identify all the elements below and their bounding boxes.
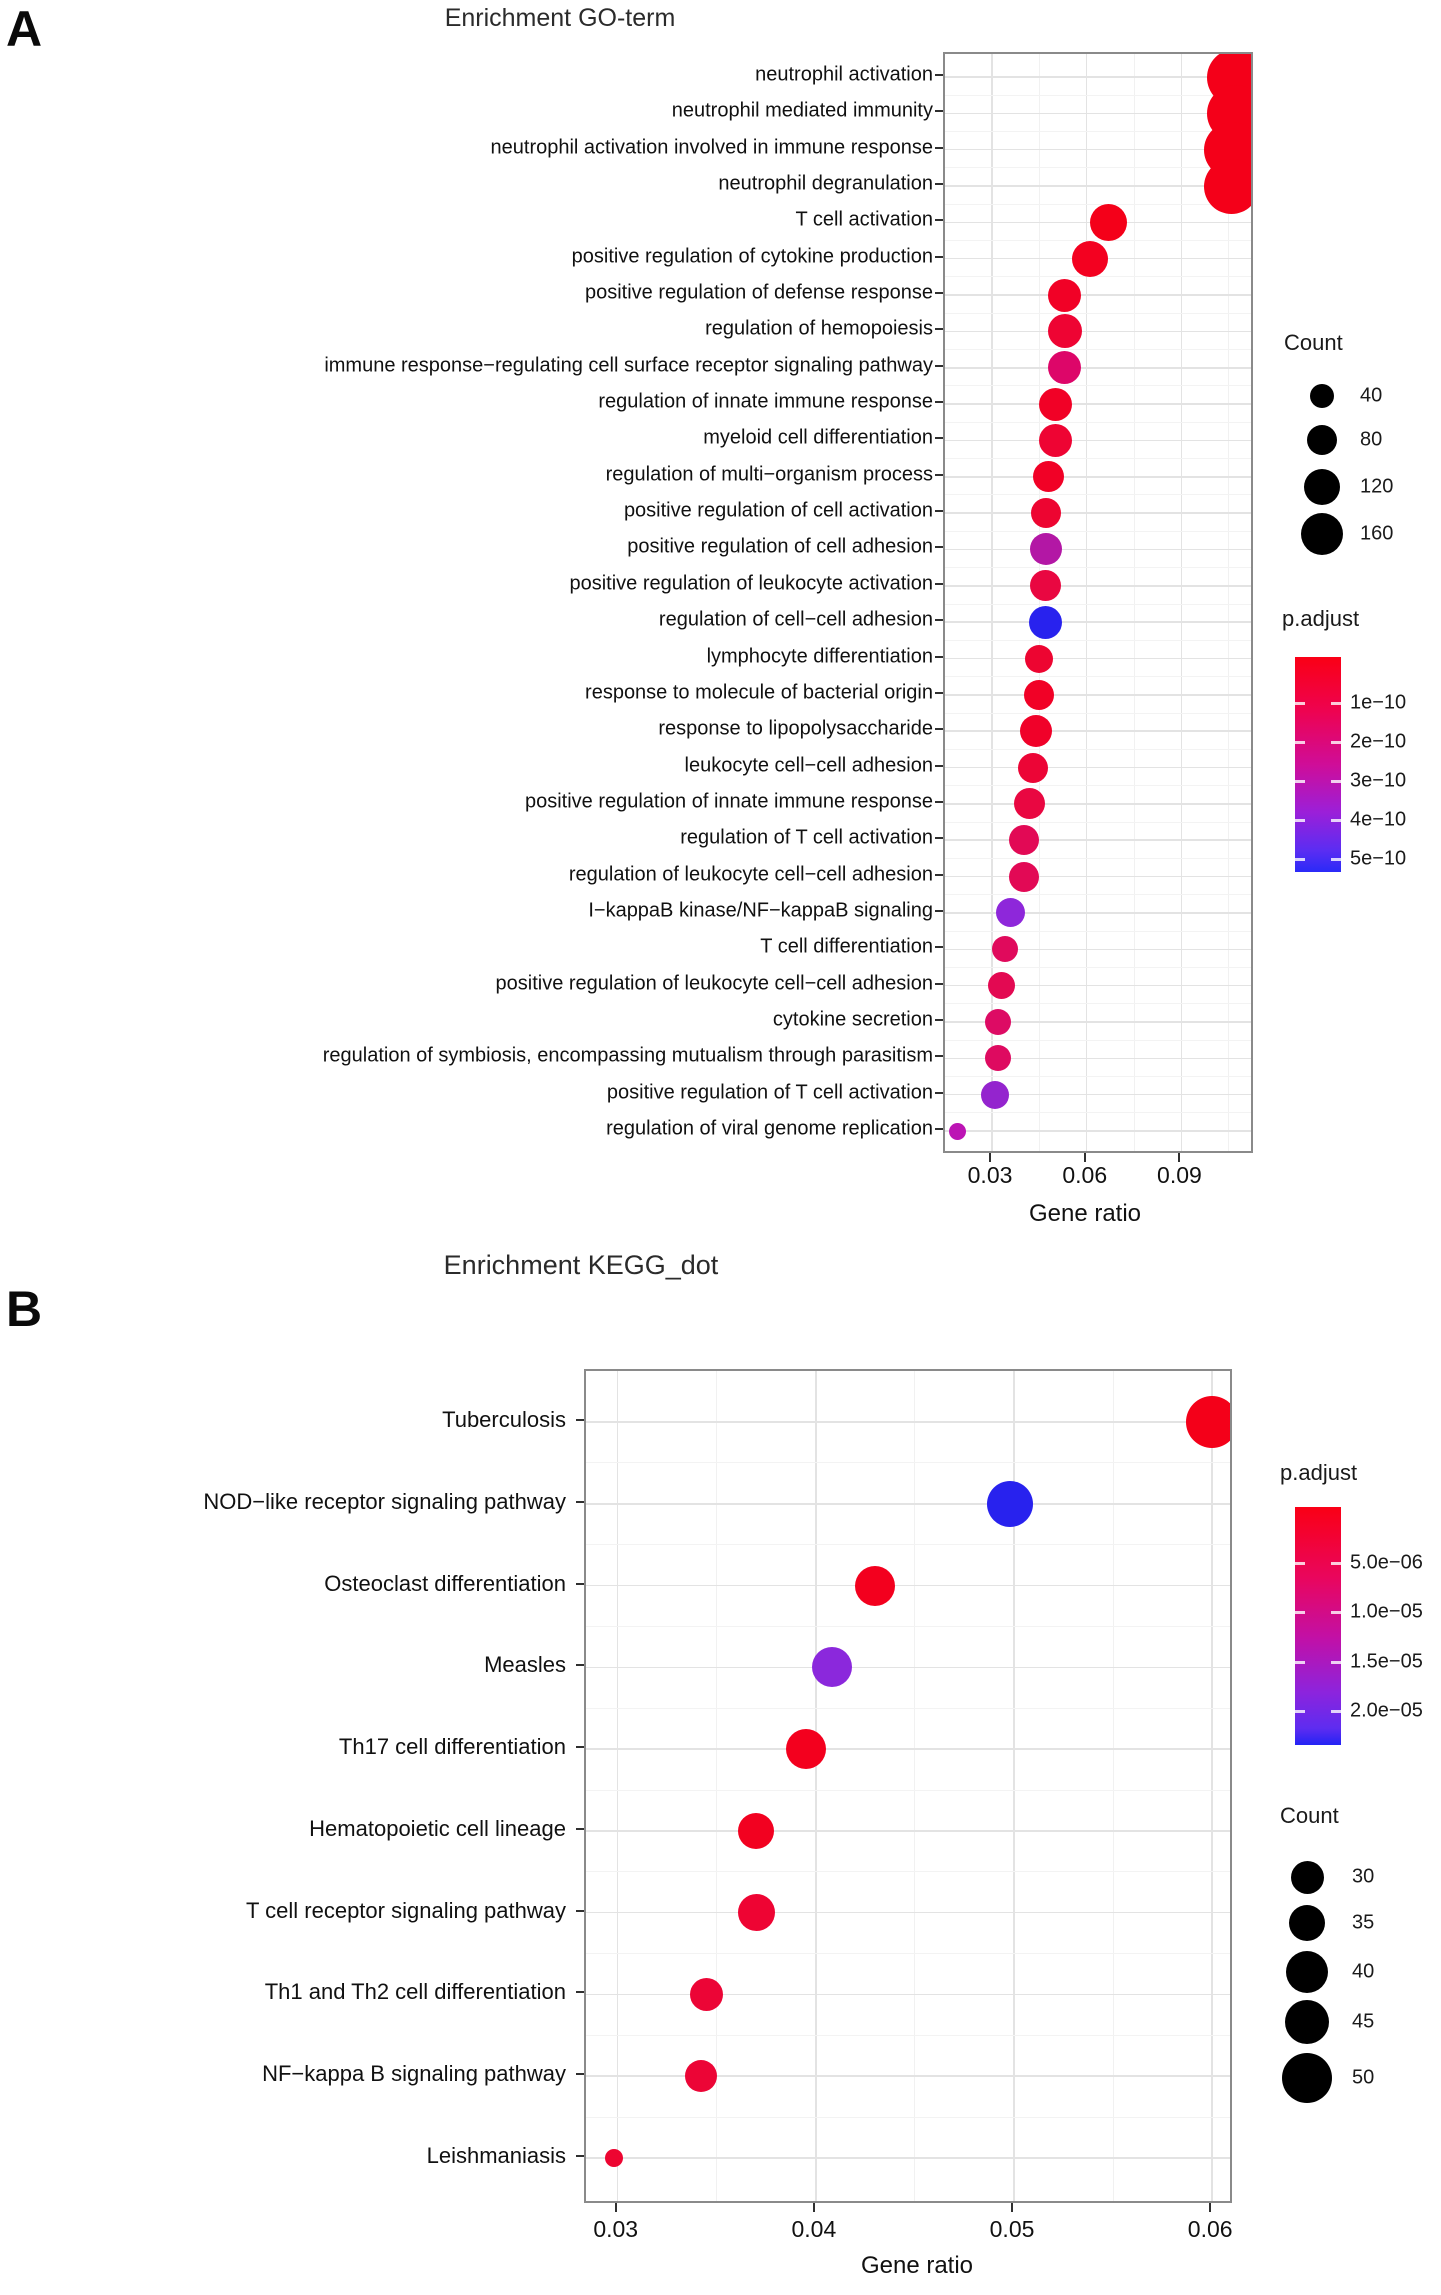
gridline-major-h	[586, 1912, 1232, 1914]
gridline-minor-h	[586, 1626, 1232, 1627]
term-label: positive regulation of leukocyte cell−cell adhesion	[495, 972, 933, 995]
x-axis-tick	[1011, 2203, 1013, 2212]
gridline-minor-h	[945, 131, 1253, 132]
gridline-major-h	[586, 1830, 1232, 1832]
gridline-minor-h	[945, 349, 1253, 350]
enrichment-dot	[1009, 862, 1039, 892]
enrichment-dot	[786, 1729, 826, 1769]
gridline-minor-h	[586, 1708, 1232, 1709]
gridline-minor-h	[945, 458, 1253, 459]
padjust-bar-tick	[1295, 702, 1305, 705]
gridline-major-h	[945, 694, 1253, 696]
gridline-minor-h	[586, 2035, 1232, 2036]
gridline-major-h	[586, 1994, 1232, 1996]
term-label: positive regulation of T cell activation	[606, 1081, 933, 1104]
term-label: positive regulation of leukocyte activation	[569, 572, 933, 595]
y-axis-tick	[935, 74, 943, 76]
x-axis-label-a: Gene ratio	[1028, 1200, 1142, 1227]
gridline-minor-h	[945, 858, 1253, 859]
enrichment-dot	[1030, 570, 1061, 601]
y-axis-tick	[576, 1910, 584, 1912]
gridline-minor-h	[945, 604, 1253, 605]
gridline-major-h	[945, 403, 1253, 405]
y-axis-tick	[935, 546, 943, 548]
y-axis-tick	[935, 1092, 943, 1094]
count-legend-label: 40	[1360, 384, 1383, 407]
enrichment-dot	[690, 1978, 723, 2011]
gridline-minor-v	[1113, 1371, 1114, 2203]
term-label: lymphocyte differentiation	[706, 645, 933, 668]
count-legend-label: 50	[1352, 2066, 1375, 2089]
y-axis-tick	[576, 2073, 584, 2075]
term-label: T cell receptor signaling pathway	[246, 1897, 566, 1923]
term-label: NOD−like receptor signaling pathway	[203, 1488, 566, 1514]
gridline-major-h	[586, 1421, 1232, 1423]
gridline-minor-h	[945, 276, 1253, 277]
term-label: Measles	[484, 1652, 566, 1678]
panel-letter-b: B	[6, 1281, 43, 1337]
enrichment-dot	[1090, 204, 1127, 241]
enrichment-dot	[1072, 241, 1108, 277]
panel-letter-a: A	[6, 1, 43, 57]
y-axis-tick	[935, 219, 943, 221]
enrichment-dot	[738, 1813, 774, 1849]
enrichment-dot	[981, 1081, 1009, 1109]
count-legend-circle	[1286, 1951, 1328, 1993]
gridline-minor-h	[945, 785, 1253, 786]
y-axis-tick	[935, 1055, 943, 1057]
term-label: regulation of leukocyte cell−cell adhesion	[568, 863, 933, 886]
gridline-minor-h	[945, 749, 1253, 750]
padjust-legend-title-b: p.adjust	[1280, 1460, 1358, 1485]
y-axis-tick	[576, 1828, 584, 1830]
gridline-major-h	[945, 440, 1253, 442]
term-label: neutrophil degranulation	[718, 172, 933, 195]
y-axis-tick	[935, 110, 943, 112]
term-label: regulation of innate immune response	[598, 390, 933, 413]
gridline-major-h	[945, 767, 1253, 769]
term-label: myeloid cell differentiation	[703, 426, 933, 449]
term-label: cytokine secretion	[772, 1008, 933, 1031]
term-label: immune response−regulating cell surface receptor signaling pathway	[324, 354, 933, 377]
term-label: response to molecule of bacterial origin	[585, 681, 933, 704]
enrichment-dot	[987, 1481, 1033, 1527]
y-axis-tick	[576, 2155, 584, 2157]
enrichment-dot	[1014, 788, 1045, 819]
enrichment-dot	[1031, 498, 1061, 528]
y-axis-tick	[935, 474, 943, 476]
term-label: neutrophil activation involved in immune response	[490, 136, 933, 159]
padjust-legend-label: 5e−10	[1350, 847, 1407, 870]
padjust-bar-tick	[1295, 858, 1305, 861]
x-tick-label: 0.06	[1187, 2216, 1233, 2242]
count-legend-circle	[1285, 2000, 1329, 2044]
gridline-minor-h	[945, 1040, 1253, 1041]
padjust-bar-tick	[1295, 1661, 1305, 1664]
chart-title-a: Enrichment GO-term	[444, 4, 676, 32]
y-axis-tick	[935, 328, 943, 330]
padjust-bar-tick	[1295, 741, 1305, 744]
gridline-minor-h	[586, 1544, 1232, 1545]
gridline-minor-h	[586, 1953, 1232, 1954]
enrichment-dot	[985, 1009, 1011, 1035]
gridline-minor-h	[945, 640, 1253, 641]
gridline-minor-h	[945, 931, 1253, 932]
gridline-major-h	[945, 876, 1253, 878]
gridline-minor-h	[945, 204, 1253, 205]
plot-area-b	[584, 1369, 1232, 2203]
count-legend-circle	[1310, 384, 1334, 408]
term-label: regulation of cell−cell adhesion	[658, 608, 933, 631]
enrichment-dot	[949, 1123, 966, 1140]
enrichment-dot	[985, 1045, 1011, 1071]
term-label: T cell differentiation	[760, 935, 933, 958]
padjust-legend-label: 3e−10	[1350, 769, 1407, 792]
padjust-bar-tick	[1295, 819, 1305, 822]
count-legend-circle	[1282, 2053, 1332, 2103]
gridline-major-h	[586, 1503, 1232, 1505]
padjust-bar-tick	[1331, 1562, 1341, 1565]
enrichment-dot	[988, 972, 1015, 999]
enrichment-dot	[1025, 645, 1053, 673]
x-tick-label: 0.06	[1062, 1162, 1108, 1188]
y-axis-tick	[576, 1664, 584, 1666]
term-label: Leishmaniasis	[426, 2143, 566, 2169]
gridline-major-v	[815, 1371, 817, 2203]
term-label: leukocyte cell−cell adhesion	[684, 754, 933, 777]
enrichment-dot	[1204, 159, 1253, 214]
enrichment-dot	[996, 898, 1025, 927]
gridline-major-h	[945, 512, 1253, 514]
padjust-bar-tick	[1331, 1611, 1341, 1614]
x-tick-label: 0.03	[967, 1162, 1013, 1188]
count-legend-label: 80	[1360, 428, 1383, 451]
gridline-major-v	[617, 1371, 619, 2203]
gridline-major-h	[945, 803, 1253, 805]
padjust-bar-tick	[1331, 1661, 1341, 1664]
x-axis-tick	[989, 1153, 991, 1162]
padjust-bar-tick	[1295, 780, 1305, 783]
x-tick-label: 0.03	[593, 2216, 639, 2242]
plot-area-a	[943, 52, 1253, 1153]
y-axis-tick	[935, 510, 943, 512]
y-axis-tick	[576, 1583, 584, 1585]
y-axis-tick	[935, 983, 943, 985]
y-axis-tick	[576, 1501, 584, 1503]
enrichment-dot	[1039, 424, 1072, 457]
enrichment-dot	[1033, 461, 1064, 492]
x-tick-label: 0.05	[989, 2216, 1035, 2242]
y-axis-tick	[576, 1419, 584, 1421]
term-label: Th17 cell differentiation	[338, 1734, 566, 1760]
gridline-minor-h	[945, 313, 1253, 314]
term-label: positive regulation of cell adhesion	[627, 535, 933, 558]
y-axis-tick	[935, 183, 943, 185]
padjust-bar-tick	[1331, 819, 1341, 822]
term-label: Tuberculosis	[442, 1407, 566, 1432]
y-axis-tick	[935, 365, 943, 367]
gridline-minor-h	[945, 967, 1253, 968]
padjust-bar-tick	[1295, 1562, 1305, 1565]
term-label: Hematopoietic cell lineage	[309, 1815, 566, 1841]
gridline-minor-h	[586, 1790, 1232, 1791]
gridline-minor-h	[945, 95, 1253, 96]
y-axis-tick	[935, 401, 943, 403]
gridline-major-h	[586, 2157, 1232, 2159]
gridline-major-h	[586, 1667, 1232, 1669]
gridline-minor-h	[945, 1112, 1253, 1113]
y-axis-tick	[935, 656, 943, 658]
y-axis-tick	[935, 801, 943, 803]
gridline-major-h	[945, 476, 1253, 478]
padjust-legend-label: 5.0e−06	[1350, 1551, 1423, 1574]
gridline-minor-h	[945, 567, 1253, 568]
padjust-gradient-bar-a	[1295, 657, 1341, 872]
enrichment-dot	[812, 1647, 852, 1687]
padjust-legend-label: 1.5e−05	[1350, 1650, 1423, 1673]
term-label: regulation of viral genome replication	[606, 1117, 933, 1140]
count-legend-circle	[1301, 513, 1343, 555]
gridline-major-h	[945, 912, 1253, 914]
gridline-minor-h	[945, 822, 1253, 823]
enrichment-dot	[1029, 606, 1062, 639]
enrichment-dot	[1048, 314, 1082, 348]
y-axis-tick	[935, 728, 943, 730]
count-legend-label: 40	[1352, 1960, 1375, 1983]
y-axis-tick	[935, 256, 943, 258]
count-legend-label: 120	[1360, 475, 1394, 498]
enrichment-dot	[605, 2149, 623, 2167]
gridline-minor-h	[586, 2117, 1232, 2118]
count-legend-label: 160	[1360, 522, 1394, 545]
y-axis-tick	[935, 692, 943, 694]
x-axis-label-b: Gene ratio	[860, 2252, 974, 2279]
padjust-legend-label: 2e−10	[1350, 730, 1407, 753]
enrichment-dot	[1048, 351, 1081, 384]
term-label: neutrophil mediated immunity	[671, 99, 933, 122]
padjust-legend-label: 4e−10	[1350, 808, 1407, 831]
gridline-minor-h	[945, 167, 1253, 168]
padjust-legend-label: 2.0e−05	[1350, 1699, 1423, 1722]
y-axis-tick	[935, 765, 943, 767]
enrichment-dot	[992, 936, 1018, 962]
y-axis-tick	[935, 619, 943, 621]
y-axis-tick	[935, 1019, 943, 1021]
y-axis-tick	[935, 1128, 943, 1130]
padjust-bar-tick	[1295, 1611, 1305, 1614]
count-legend-circle	[1291, 1861, 1324, 1894]
gridline-minor-h	[945, 1003, 1253, 1004]
padjust-bar-tick	[1331, 1710, 1341, 1713]
gridline-major-h	[586, 1748, 1232, 1750]
y-axis-tick	[935, 292, 943, 294]
padjust-bar-tick	[1331, 780, 1341, 783]
gridline-major-h	[945, 294, 1253, 296]
padjust-legend-label: 1e−10	[1350, 691, 1407, 714]
chart-title-b: Enrichment KEGG_dot	[443, 1250, 719, 1280]
x-axis-tick	[1209, 2203, 1211, 2212]
gridline-minor-h	[586, 1871, 1232, 1872]
y-axis-tick	[576, 1991, 584, 1993]
term-label: NF−kappa B signaling pathway	[262, 2061, 566, 2087]
term-label: regulation of T cell activation	[680, 826, 933, 849]
padjust-bar-tick	[1295, 1710, 1305, 1713]
padjust-bar-tick	[1331, 702, 1341, 705]
x-tick-label: 0.09	[1157, 1162, 1202, 1188]
gridline-major-h	[945, 331, 1253, 333]
enrichment-dot	[855, 1566, 895, 1606]
count-legend-label: 35	[1352, 1911, 1375, 1934]
term-label: positive regulation of defense response	[584, 281, 933, 304]
term-label: regulation of multi−organism process	[605, 463, 933, 486]
gridline-major-h	[945, 730, 1253, 732]
padjust-bar-tick	[1331, 858, 1341, 861]
gridline-minor-h	[945, 494, 1253, 495]
y-axis-tick	[935, 946, 943, 948]
enrichment-dot	[1009, 825, 1039, 855]
count-legend-circle	[1289, 1905, 1325, 1941]
padjust-legend-title-a: p.adjust	[1282, 606, 1360, 631]
gridline-major-h	[945, 839, 1253, 841]
gridline-major-h	[586, 2075, 1232, 2077]
y-axis-tick	[935, 583, 943, 585]
gridline-minor-h	[945, 894, 1253, 895]
padjust-bar-tick	[1331, 741, 1341, 744]
count-legend-title-a: Count	[1284, 330, 1343, 355]
y-axis-tick	[935, 837, 943, 839]
term-label: Th1 and Th2 cell differentiation	[264, 1979, 566, 2005]
gridline-minor-h	[945, 676, 1253, 677]
gridline-major-h	[945, 621, 1253, 623]
gridline-major-h	[945, 658, 1253, 660]
x-tick-label: 0.04	[791, 2216, 837, 2242]
enrichment-dot	[1039, 388, 1072, 421]
term-label: regulation of hemopoiesis	[705, 317, 933, 340]
enrichment-dot	[1018, 753, 1048, 783]
gridline-minor-h	[945, 531, 1253, 532]
term-label: positive regulation of cytokine production	[571, 245, 933, 268]
x-axis-tick	[615, 2203, 617, 2212]
term-label: T cell activation	[795, 208, 933, 231]
enrichment-dot	[685, 2060, 717, 2092]
count-legend-circle	[1307, 425, 1337, 455]
gridline-minor-h	[945, 1076, 1253, 1077]
enrichment-dot	[1024, 680, 1054, 710]
term-label: I−kappaB kinase/NF−kappaB signaling	[588, 899, 933, 922]
term-label: positive regulation of cell activation	[623, 499, 933, 522]
count-legend-circle	[1304, 469, 1340, 505]
y-axis-tick	[576, 1746, 584, 1748]
gridline-major-h	[945, 1130, 1253, 1132]
count-legend-label: 30	[1352, 1865, 1375, 1888]
gridline-minor-h	[945, 713, 1253, 714]
gridline-major-h	[586, 1585, 1232, 1587]
x-axis-tick	[1084, 1153, 1086, 1162]
enrichment-dot	[1020, 715, 1052, 747]
y-axis-tick	[935, 874, 943, 876]
term-label: Osteoclast differentiation	[324, 1570, 566, 1596]
gridline-major-h	[945, 367, 1253, 369]
gridline-minor-h	[945, 385, 1253, 386]
term-label: response to lipopolysaccharide	[658, 717, 933, 740]
gridline-minor-h	[586, 1462, 1232, 1463]
count-legend-label: 45	[1352, 2010, 1375, 2033]
y-axis-tick	[935, 147, 943, 149]
enrichment-dot	[1048, 279, 1081, 312]
enrichment-dot	[738, 1894, 775, 1931]
gridline-major-v	[1211, 1371, 1213, 2203]
y-axis-tick	[935, 437, 943, 439]
count-legend-title-b: Count	[1280, 1803, 1339, 1828]
padjust-legend-label: 1.0e−05	[1350, 1600, 1423, 1623]
term-label: regulation of symbiosis, encompassing mutualism through parasitism	[322, 1044, 933, 1067]
term-label: positive regulation of innate immune response	[524, 790, 933, 813]
y-axis-tick	[935, 910, 943, 912]
gridline-major-h	[945, 549, 1253, 551]
gridline-major-h	[945, 585, 1253, 587]
gridline-minor-v	[914, 1371, 915, 2203]
term-label: neutrophil activation	[755, 63, 933, 86]
x-axis-tick	[1178, 1153, 1180, 1162]
enrichment-dot	[1030, 533, 1062, 565]
enrichment-dot	[1186, 1396, 1232, 1448]
gridline-minor-h	[945, 240, 1253, 241]
gridline-minor-h	[945, 422, 1253, 423]
x-axis-tick	[813, 2203, 815, 2212]
